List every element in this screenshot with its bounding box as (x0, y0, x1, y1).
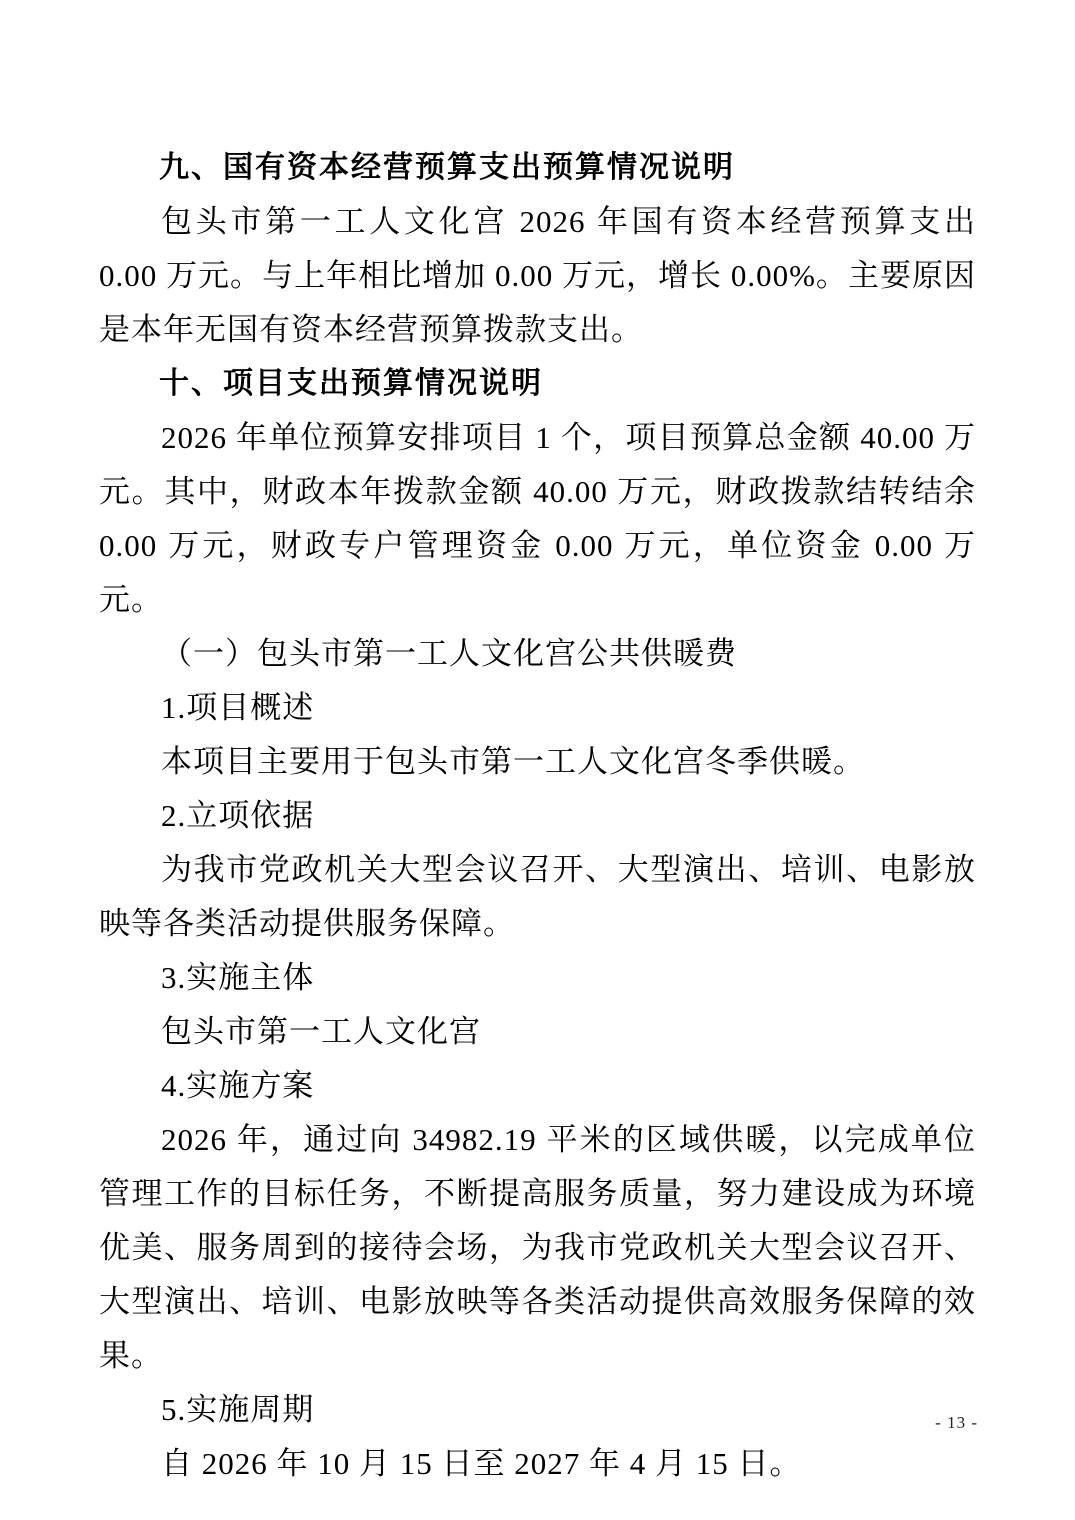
section-9-paragraph: 包头市第一工人文化宫 2026 年国有资本经营预算支出 0.00 万元。与上年相比增加 0.00 万元，增长 0.00%。主要原因是本年无国有资本经营预算拨款支出。 (99, 204, 976, 347)
project-item-3-label: 3.实施主体 (161, 960, 315, 995)
project-item-4-body: 2026 年，通过向 34982.19 平米的区域供暖，以完成单位管理工作的目标任务，不断提高服务质量，努力建设成为环境优美、服务周到的接待会场，为我市党政机关大型会议召开、大型演出、培训、电影放映等各类活动提供高效服务保障的效果。 (99, 1122, 976, 1373)
page-number: - 13 - (935, 1413, 978, 1432)
project-item-2-label: 2.立项依据 (161, 798, 315, 833)
project-item-5-label: 5.实施周期 (161, 1392, 315, 1427)
project-title: （一）包头市第一工人文化宫公共供暖费 (161, 636, 737, 671)
project-item-3-body: 包头市第一工人文化宫 (161, 1014, 481, 1049)
section-10-heading: 十、项目支出预算情况说明 (159, 367, 543, 400)
document-content (99, 141, 976, 1491)
project-item-1-body: 本项目主要用于包头市第一工人文化宫冬季供暖。 (161, 744, 865, 779)
project-item-5-body: 自 2026 年 10 月 15 日至 2027 年 4 月 15 日。 (161, 1446, 802, 1481)
project-item-1-label: 1.项目概述 (161, 690, 315, 725)
section-9-heading: 九、国有资本经营预算支出预算情况说明 (159, 151, 735, 184)
project-item-2-body: 为我市党政机关大型会议召开、大型演出、培训、电影放映等各类活动提供服务保障。 (99, 852, 976, 941)
section-10-paragraph: 2026 年单位预算安排项目 1 个，项目预算总金额 40.00 万元。其中，财政本年拨款金额 40.00 万元，财政拨款结转结余 0.00 万元，财政专户管理资金 0.00 万元，单位资金 0.00 万元。 (99, 420, 976, 617)
project-item-4-label: 4.实施方案 (161, 1068, 315, 1103)
